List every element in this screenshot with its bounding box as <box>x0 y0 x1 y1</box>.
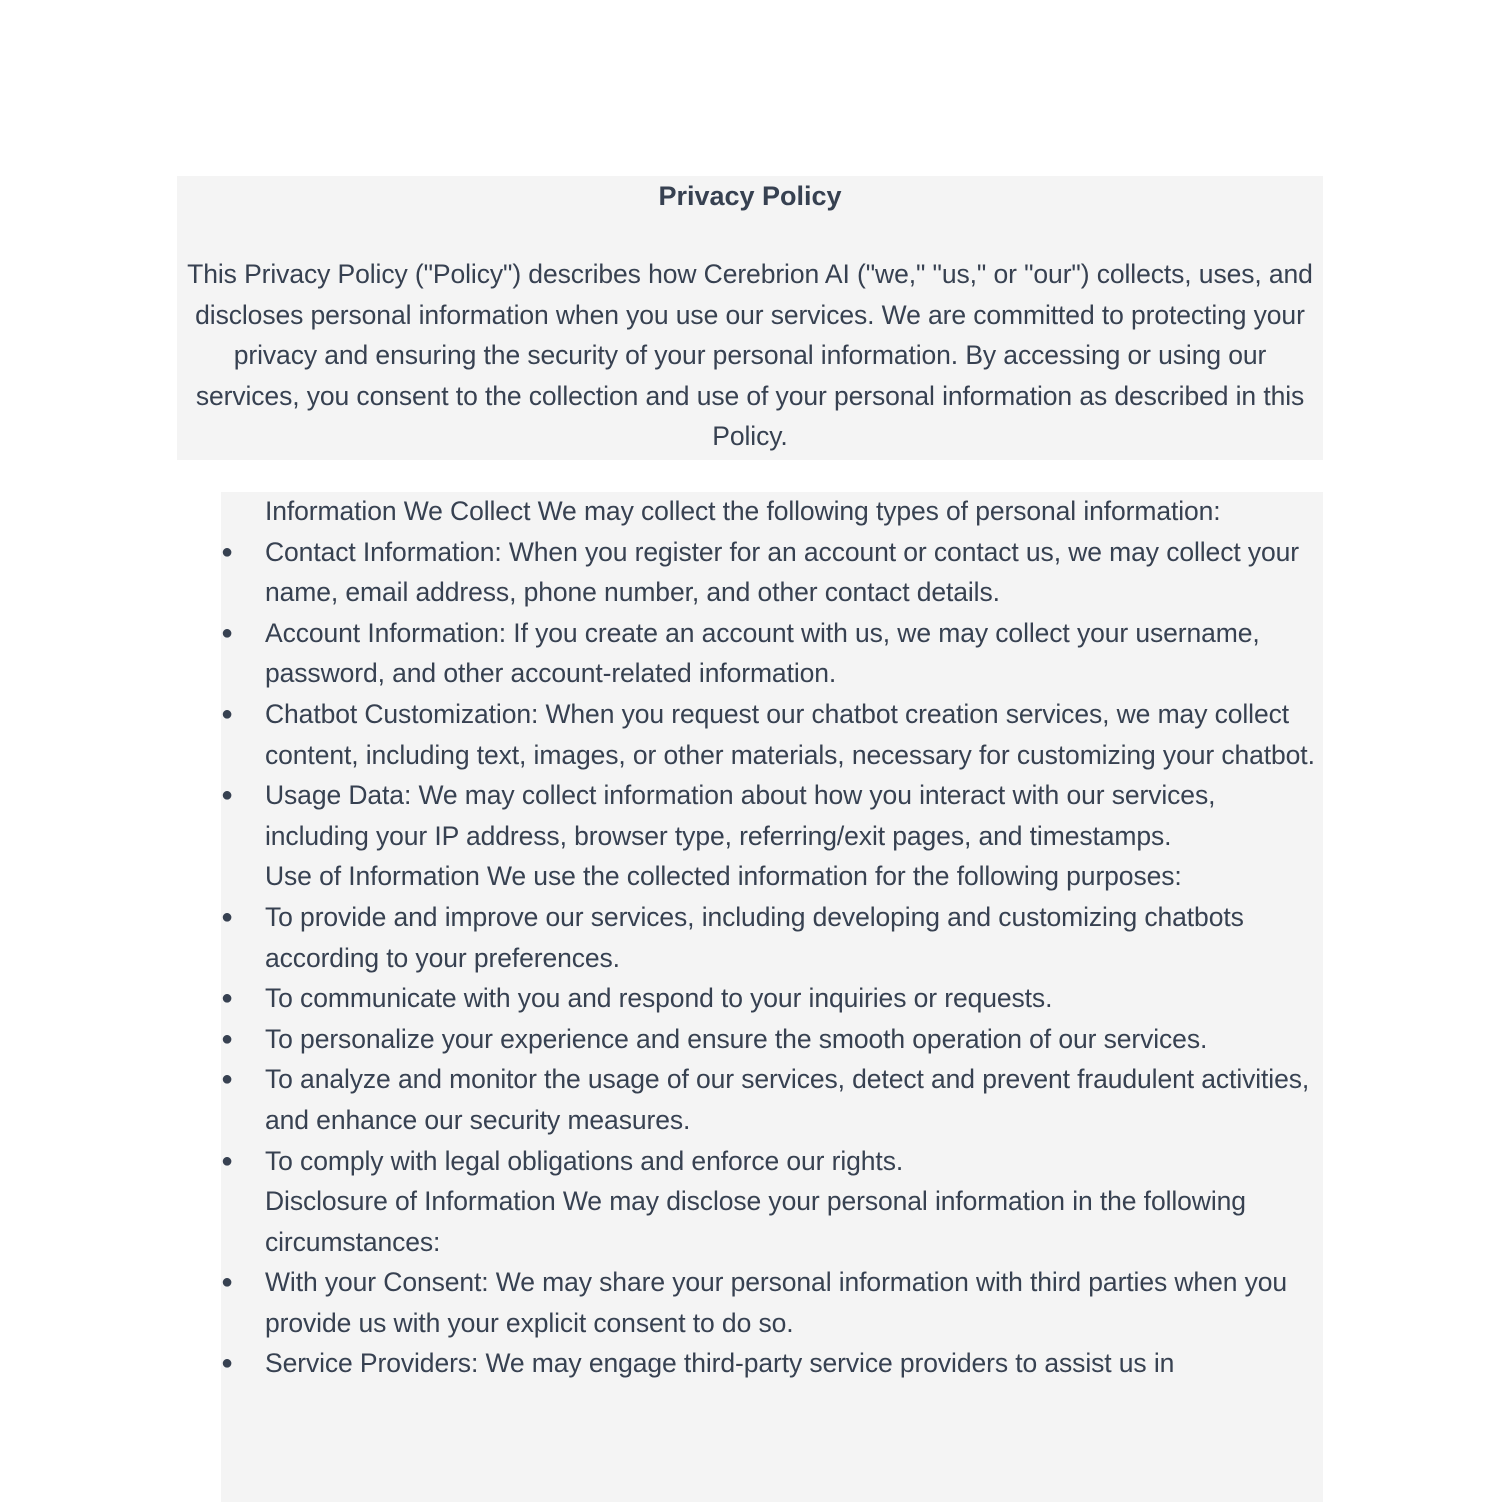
bullet-icon: ● <box>221 1352 233 1375</box>
list-item-text: Service Providers: We may engage third-party service providers to assist us in <box>265 1348 1175 1379</box>
list-item <box>221 1343 1323 1384</box>
bullet-icon: ● <box>221 621 233 644</box>
bullet-icon: ● <box>221 1027 233 1050</box>
intro-section <box>177 176 1323 460</box>
list-item <box>221 1141 1323 1182</box>
policy-list <box>221 492 1323 1502</box>
section-heading <box>221 856 1323 897</box>
list-item-text: Contact Information: When you register for an account or contact us, we may collect your name, email address, phone number, and other contact details. <box>265 536 1300 608</box>
list-item-text: To comply with legal obligations and enforce our rights. <box>265 1145 904 1176</box>
list-item-text: Disclosure of Information We may disclose your personal information in the following circumstances: <box>265 1186 1246 1257</box>
list-item-text: To provide and improve our services, including developing and customizing chatbots according to your preferences. <box>265 901 1244 973</box>
list-item <box>221 1019 1323 1060</box>
list-item-text: With your Consent: We may share your personal information with third parties when you provide us with your explicit consent to do so. <box>265 1267 1288 1338</box>
bullet-icon: ● <box>221 702 233 725</box>
list-item <box>221 978 1323 1019</box>
page-title: Privacy Policy <box>658 181 842 211</box>
list-item-text: To analyze and monitor the usage of our services, detect and prevent fraudulent activities, and enhance our security measures. <box>265 1064 1310 1135</box>
bullet-icon: ● <box>221 987 233 1010</box>
list-item-text: Account Information: If you create an account with us, we may collect your username, password, and other account-related information. <box>265 617 1260 689</box>
list-item <box>221 775 1323 856</box>
list-item-text: Usage Data: We may collect information about how you interact with our services, including your IP address, browser type, referring/exit pages, and timestamps. <box>265 780 1216 851</box>
list-item <box>221 694 1323 775</box>
list-item <box>221 532 1323 613</box>
bullet-icon: ● <box>221 784 233 807</box>
list-item <box>221 1059 1323 1140</box>
list-item-text: Chatbot Customization: When you request our chatbot creation services, we may collect content, including text, images, or other materials, necessary for customizing your chatbot. <box>265 698 1315 770</box>
bullet-icon: ● <box>221 1271 233 1294</box>
bullet-icon: ● <box>221 1068 233 1091</box>
list-item-text: Use of Information We use the collected information for the following purposes: <box>265 861 1182 892</box>
intro-paragraph: This Privacy Policy ("Policy") describes how Cerebrion AI ("we," "us," or "our") collects, uses, and discloses personal information when you use our services. We are committed to protecting your privacy and ensuring the security of your personal information. By accessing or using our services, you consent to the collection and use of your personal information as described in this Policy. <box>187 259 1313 452</box>
list-item-text: To communicate with you and respond to your inquiries or requests. <box>265 983 1053 1014</box>
list-item <box>221 1262 1323 1343</box>
list-item <box>221 613 1323 694</box>
bullet-icon: ● <box>221 905 233 928</box>
bullet-icon: ● <box>221 540 233 563</box>
list-item-text: Information We Collect We may collect the following types of personal information: <box>265 496 1221 526</box>
list-item <box>221 897 1323 978</box>
section-heading <box>221 1181 1323 1262</box>
bullet-icon: ● <box>221 1149 233 1172</box>
list-item-text: To personalize your experience and ensure the smooth operation of our services. <box>265 1023 1208 1054</box>
section-heading <box>221 491 1323 532</box>
